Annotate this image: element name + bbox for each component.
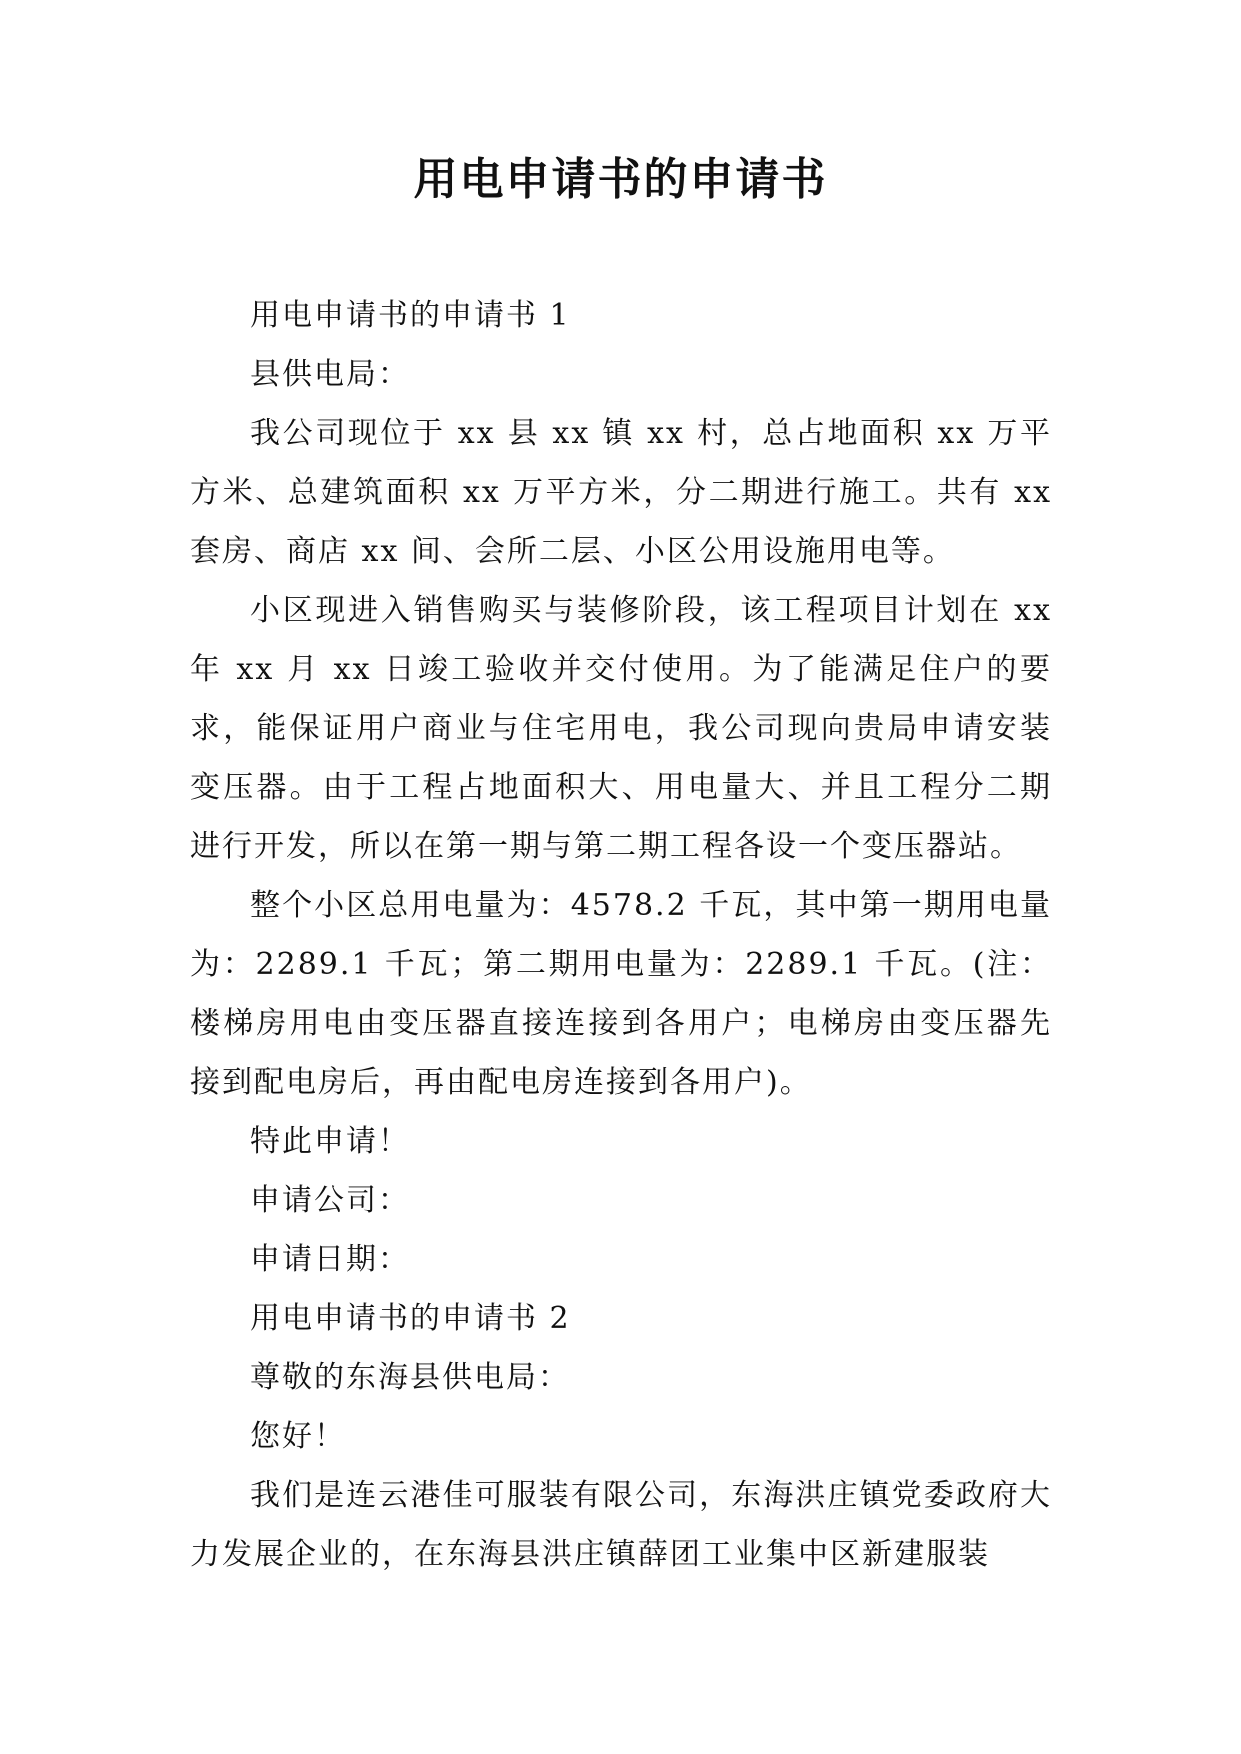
document-title: 用电申请书的申请书 [413,154,828,205]
paragraph-power-usage: 整个小区总用电量为：4578.2 千瓦，其中第一期用电量为：2289.1 千瓦；第二期用电量为：2289.1 千瓦。(注：楼梯房用电由变压器直接连接到各用户；电梯房由变压器先接到配电房后，再由配电房连接到各用户)。 [190,888,1052,1100]
paragraph-company-location: 我公司现位于 xx 县 xx 镇 xx 村，总占地面积 xx 万平方米、总建筑面积 xx 万平方米，分二期进行施工。共有 xx 套房、商店 xx 间、会所二层、小区公用设施用电等。 [190,416,1052,569]
paragraph-heading-1: 用电申请书的申请书 1 [250,298,571,333]
paragraph-greeting: 您好！ [250,1419,346,1454]
paragraph-salutation-1: 县供电局： [250,357,410,392]
paragraph-closing: 特此申请！ [250,1124,410,1159]
paragraph-heading-2: 用电申请书的申请书 2 [250,1301,571,1336]
paragraph-applicant-company: 申请公司： [250,1183,410,1218]
paragraph-application-date: 申请日期： [250,1242,410,1277]
paragraph-salutation-2: 尊敬的东海县供电局： [250,1360,570,1395]
paragraph-company-intro: 我们是连云港佳可服装有限公司，东海洪庄镇党委政府大力发展企业的，在东海县洪庄镇薛团工业集中区新建服装 [190,1478,1052,1572]
document-body [190,286,1052,1584]
paragraph-project-status: 小区现进入销售购买与装修阶段，该工程项目计划在 xx 年 xx 月 xx 日竣工验收并交付使用。为了能满足住户的要求，能保证用户商业与住宅用电，我公司现向贵局申请安装变压器。由于工程占地面积大、用电量大、并且工程分二期进行开发，所以在第一期与第二期工程各设一个变压器站。 [190,593,1052,864]
